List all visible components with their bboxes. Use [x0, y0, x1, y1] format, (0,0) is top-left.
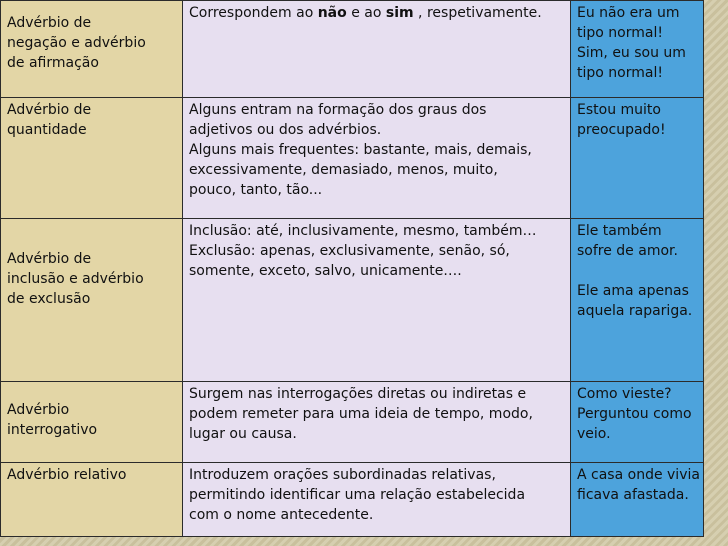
- example-cell: [571, 98, 704, 219]
- example-line: Como vieste?: [577, 386, 672, 402]
- example-line: tipo normal!: [577, 65, 663, 81]
- example-line: sofre de amor.: [577, 243, 678, 259]
- description-cell: [183, 98, 571, 219]
- category-line: inclusão e advérbio: [7, 271, 144, 287]
- description-line: com o nome antecedente.: [189, 507, 374, 523]
- description-line: permitindo identificar uma relação estabelecida: [189, 487, 526, 503]
- example-cell: [571, 219, 704, 382]
- category-line: Advérbio de: [7, 251, 92, 267]
- description-line: excessivamente, demasiado, menos, muito,: [189, 162, 498, 178]
- description-line: Correspondem ao não e ao sim , respetivamente.: [189, 5, 542, 21]
- emphasis-sim: sim: [385, 5, 414, 21]
- description-cell: [183, 463, 571, 537]
- description-line: pouco, tanto, tão...: [189, 182, 323, 198]
- example-cell: [571, 382, 704, 463]
- emphasis-nao: não: [317, 5, 347, 21]
- description-line: adjetivos ou dos advérbios.: [189, 122, 382, 138]
- table-row: [1, 98, 704, 219]
- example-line: Eu não era um: [577, 5, 680, 21]
- description-line: podem remeter para uma ideia de tempo, modo,: [189, 406, 533, 422]
- description-line: Alguns mais frequentes: bastante, mais, demais,: [189, 142, 532, 158]
- example-line: tipo normal!: [577, 25, 663, 41]
- category-line: Advérbio: [7, 402, 70, 418]
- description-line: Introduzem orações subordinadas relativas,: [189, 467, 496, 483]
- example-line: [577, 261, 697, 281]
- description-line: somente, exceto, salvo, unicamente….: [189, 263, 462, 279]
- example-cell: [571, 463, 704, 537]
- description-line: Surgem nas interrogações diretas ou indiretas e: [189, 386, 527, 402]
- category-cell: [1, 219, 183, 382]
- table-row: [1, 382, 704, 463]
- example-line: preocupado!: [577, 122, 666, 138]
- description-line: lugar ou causa.: [189, 426, 297, 442]
- category-line: de afirmação: [7, 55, 99, 71]
- example-line: veio.: [577, 426, 611, 442]
- example-line: Ele também: [577, 223, 662, 239]
- example-line: Estou muito: [577, 102, 661, 118]
- example-line: A casa onde vivia: [577, 467, 700, 483]
- description-cell: [183, 219, 571, 382]
- category-line: Advérbio relativo: [7, 467, 127, 483]
- description-cell: [183, 1, 571, 98]
- example-line: Perguntou como: [577, 406, 692, 422]
- example-line: Ele ama apenas: [577, 283, 689, 299]
- description-cell: [183, 382, 571, 463]
- example-line: aquela rapariga.: [577, 303, 693, 319]
- description-line: Exclusão: apenas, exclusivamente, senão, só,: [189, 243, 510, 259]
- category-cell: [1, 98, 183, 219]
- category-line: quantidade: [7, 122, 87, 138]
- category-cell: [1, 1, 183, 98]
- table-row: [1, 463, 704, 537]
- category-line: de exclusão: [7, 291, 91, 307]
- description-line: Inclusão: até, inclusivamente, mesmo, também…: [189, 223, 537, 239]
- category-cell: [1, 382, 183, 463]
- example-line: Sim, eu sou um: [577, 45, 686, 61]
- category-line: Advérbio de: [7, 102, 92, 118]
- table-row: [1, 219, 704, 382]
- category-cell: [1, 463, 183, 537]
- category-line: negação e advérbio: [7, 35, 146, 51]
- example-line: ficava afastada.: [577, 487, 689, 503]
- example-cell: [571, 1, 704, 98]
- category-line: Advérbio de: [7, 15, 92, 31]
- description-line: Alguns entram na formação dos graus dos: [189, 102, 487, 118]
- category-line: interrogativo: [7, 422, 98, 438]
- table-row: [1, 1, 704, 98]
